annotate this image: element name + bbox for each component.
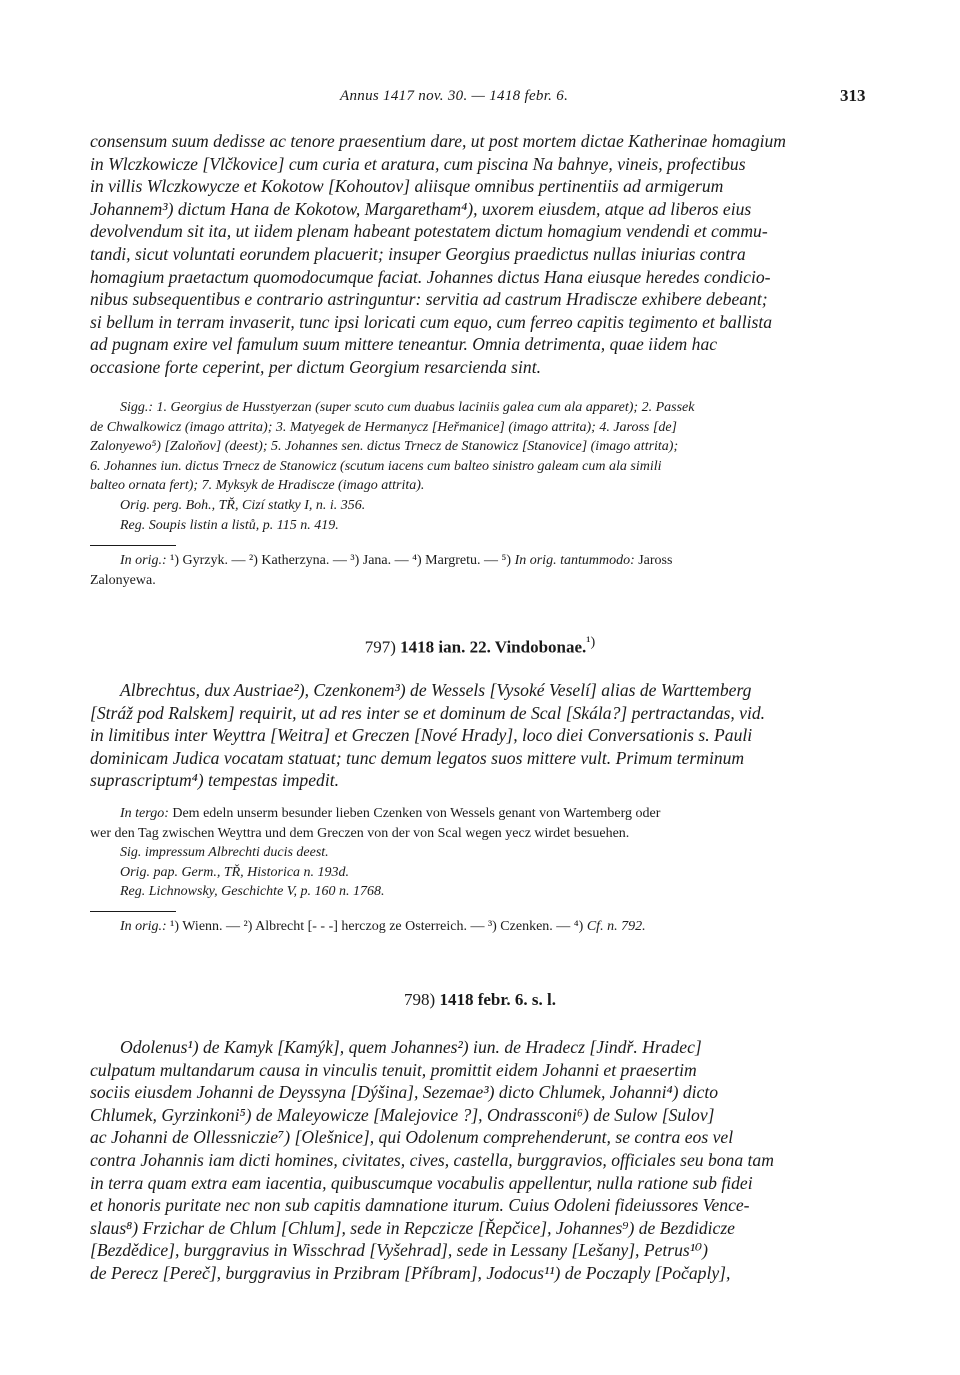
footnote-line [90, 917, 874, 937]
in-tergo-text: Dem edeln unserm besunder lieben Czenken von Wessels genant von Wartemberg oder [168, 806, 661, 821]
footnote-line [90, 551, 874, 571]
text-line: [Stráž pod Ralskem] requirit, ut ad res inter se et dominum de Scal [Skála?] pertractandas, vid. [90, 702, 766, 723]
text-line: ad pugnam exire vel famulum suum mittere teneantur. Omnia detrimenta, quae iidem hac [90, 334, 718, 355]
page-number: 313 [840, 86, 866, 105]
seals-line: Sigg.: 1. Georgius de Husstyerzan (super scuto cum duabus laciniis galea cum ala apparet); 2. Passek [120, 400, 695, 415]
seals-line: balteo ornata fert); 7. Myksyk de Hradiscze (imago attrita). [90, 478, 425, 494]
footnote-text: Jaross [634, 553, 673, 568]
seals-line: de Chwalkowicz (imago attrita); 3. Matyegek de Hermanycz [Heřmanice] (imago attrita); 4. Jaross [de] [90, 419, 677, 435]
footnote-label: In orig.: [120, 919, 167, 934]
doc796-apparatus [90, 398, 874, 535]
in-tergo-line: wer den Tag zwischen Weyttra und dem Greczen von der von Scal wegen yecz wirdet besuehen. [90, 825, 630, 841]
doc798-paragraph [90, 1036, 874, 1285]
running-title: Annus 1417 nov. 30. — 1418 febr. 6. [340, 88, 569, 104]
text-line: Odolenus¹) de Kamyk [Kamýk], quem Johannes²) iun. de Hradecz [Jindř. Hradec] [120, 1037, 702, 1057]
doc-date-place: 1418 febr. 6. s. l. [439, 990, 556, 1009]
text-line: dominicam Judica vocatam statuat; tunc demum legatos suos mittere vult. Primum terminum [90, 747, 745, 768]
apparatus-block [90, 804, 874, 902]
doc-number: 797) [364, 637, 396, 657]
text-line: homagium praetactum quomodocumque faciat. Johannes dictus Hana eiusque heredes condicio- [90, 266, 771, 287]
footnote-rule [90, 911, 176, 912]
text-line: in villis Wlczkowycze et Kokotow [Kohoutov] aliisque omnibus pertinentiis ad armigerum [90, 176, 724, 197]
text-line: occasione forte ceperint, per dictum Georgium resarcienda sint. [90, 356, 541, 377]
text-line: de Perecz [Pereč], burggravius in Przibram [Příbram], Jodocus¹¹) de Poczaply [Počaply], [90, 1262, 731, 1283]
footnote-crossref: Cf. n. 792. [586, 919, 646, 934]
original-source: Orig. perg. Boh., TŘ, Cizí statky I, n. i. 356. [120, 497, 366, 513]
doc798-body [90, 1036, 874, 1285]
footnote-label: In orig. tantummodo: [514, 553, 635, 568]
text-line: culpatum multandarum causa in vinculis tenuit, promittit eidem Johanni et praesertim [90, 1059, 697, 1080]
text-line: sociis eiusdem Johanni de Deyssyna [Dýšina], Sezemae³) dicto Chlumek, Johanni⁴) dicto [90, 1082, 719, 1103]
text-line: si bellum in terram invaserit, tunc ipsi loricati cum equo, cum ferreo capitis tegimento et ballista [90, 311, 772, 332]
text-line: consensum suum dedisse ac tenore praesentium dare, ut post mortem dictae Katherinae homagium [90, 131, 787, 151]
text-line: slaus⁸) Frzichar de Chlum [Chlum], sede in Repczicze [Řepčice], Johannes⁹) de Bezdidicze [90, 1217, 735, 1238]
doc796-body [90, 130, 874, 379]
text-line: in terra quam extra eam iacentia, quibuscumque vocabulis appellentur, nulla ratione sub fidei [90, 1172, 753, 1193]
text-line: et honoris puritate nec non sub capitis damnatione iturum. Cuius Odoleni fideiussores Vence- [90, 1195, 750, 1216]
in-tergo-line [90, 804, 874, 824]
doc796-paragraph [90, 130, 874, 379]
doc797-heading [0, 634, 960, 658]
doc-date-place: 1418 ian. 22. Vindobonae. [400, 637, 587, 657]
footnote-text: ¹) Gyrzyk. — ²) Katherzyna. — ³) Jana. — ⁴) Margretu. — ⁵) [166, 553, 515, 568]
text-line: in Wlczkowicze [Vlčkovice] cum curia et aratura, cum piscina Na bahnye, vineis, profectibus [90, 153, 746, 174]
doc-number: 798) [404, 990, 436, 1009]
text-line: Albrechtus, dux Austriae²), Czenkonem³) de Wessels [Vysoké Veselí] alias de Warttemberg [120, 680, 752, 700]
regest-source: Reg. Lichnowsky, Geschichte V, p. 160 n. 1768. [120, 884, 385, 900]
heading-note: ¹) [586, 634, 596, 650]
running-head [0, 88, 960, 112]
text-line: [Bezdědice], burggravius in Wisschrad [Vyšehrad], sede in Lessany [Lešany], Petrus¹⁰) [90, 1240, 708, 1261]
text-line: ac Johanni de Ollessniczie⁷) [Olešnice], qui Odolenum comprehenderunt, se contra eos vel [90, 1127, 734, 1148]
text-line: Johannem³) dictum Hana de Kokotow, Margaretham⁴), uxorem eiusdem, atque ad liberos eius [90, 198, 752, 219]
footnote-label: In orig.: [120, 553, 167, 568]
footnote-line: Zalonyewa. [90, 572, 156, 588]
doc796-footnotes [90, 551, 874, 590]
seals-line: Zalonyewo⁵) [Zaloňov] (deest); 5. Johannes sen. dictus Trnecz de Stanowicz [Stanovice] (imago attrita); [90, 439, 679, 455]
doc797-body [90, 679, 874, 792]
doc797-footnotes [90, 917, 874, 937]
footnote-block [90, 551, 874, 590]
original-source: Orig. pap. Germ., TŘ, Historica n. 193d. [120, 864, 350, 880]
text-line: Chlumek, Gyrzinkoni⁵) de Maleyowicze [Malejovice ?], Ondrassconi⁶) de Sulow [Sulov] [90, 1104, 715, 1125]
seals-note [90, 398, 874, 535]
text-line: suprascriptum⁴) tempestas impedit. [90, 770, 339, 791]
seals-line: 6. Johannes iun. dictus Trnecz de Stanowicz (scutum iacens cum balteo sinistro galeam cum ala simili [90, 458, 662, 474]
doc797-paragraph [90, 679, 874, 792]
text-line: contra Johannis iam dicti homines, civitates, cives, castella, burggravios, officiales seu bona tam [90, 1149, 774, 1170]
footnote-text: ¹) Wienn. — ²) Albrecht [- - -] herczog ze Osterreich. — ³) Czenken. — ⁴) [166, 919, 587, 934]
footnote-block [90, 917, 874, 937]
text-line: in limitibus inter Weyttra [Weitra] et Greczen [Nové Hrady], loco diei Conversationis s. Pauli [90, 725, 753, 746]
footnote-rule [90, 545, 176, 546]
regest-source: Reg. Soupis listin a listů, p. 115 n. 419. [120, 517, 339, 533]
in-tergo-label: In tergo: [120, 806, 169, 821]
text-line: nibus subsequentibus e contrario astringuntur: servitia ad castrum Hradiscze exhibere debeant; [90, 289, 768, 310]
doc798-heading [0, 990, 960, 1010]
text-line: devolvendum sit ita, ut iidem plenam habeant potestatem dictum homagium vendendi et commu- [90, 221, 768, 242]
seal-note: Sig. impressum Albrechti ducis deest. [120, 845, 329, 861]
doc797-apparatus [90, 804, 874, 902]
text-line: tandi, sicut voluntati eorundem placuerit; insuper Georgius praedictus nullas iniurias contra [90, 243, 746, 264]
